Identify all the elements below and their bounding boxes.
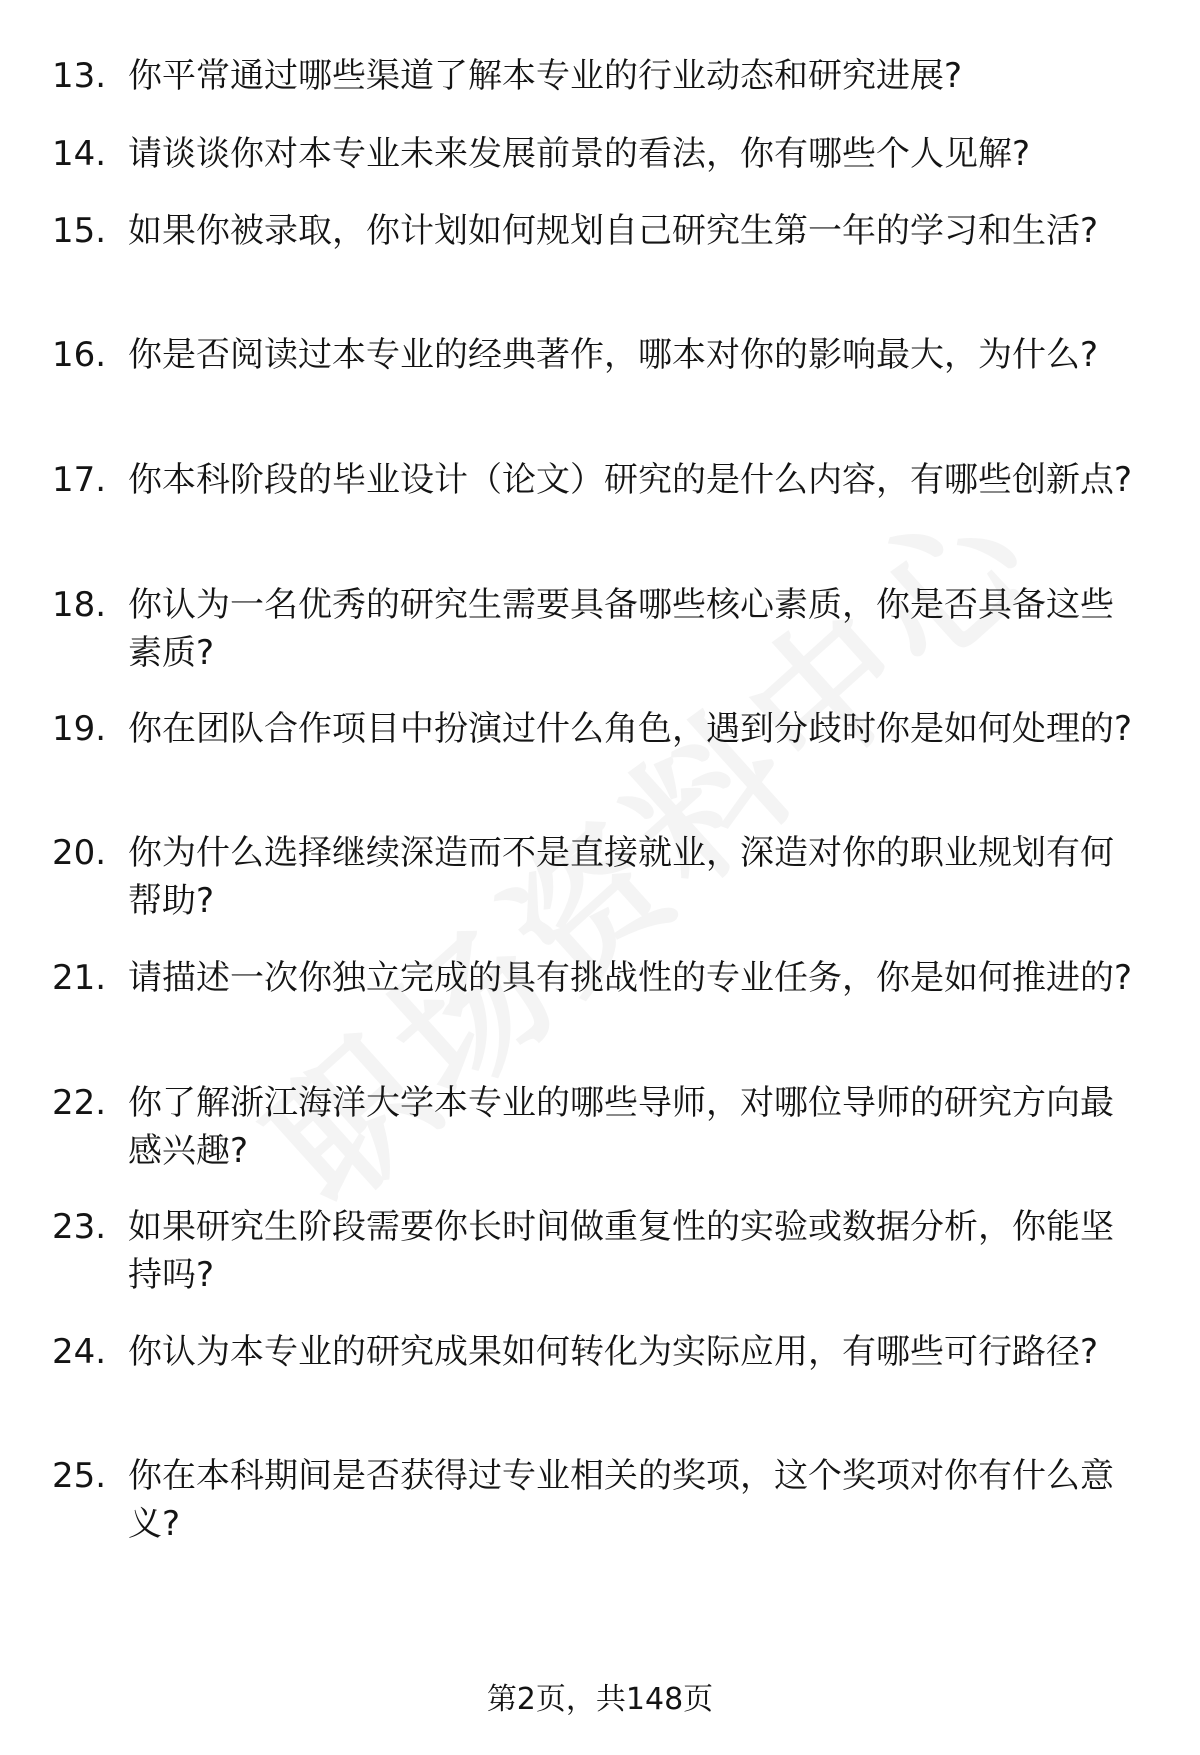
question-text: 请谈谈你对本专业未来发展前景的看法，你有哪些个人见解? (128, 134, 1031, 174)
question-text: 如果研究生阶段需要你长时间做重复性的实验或数据分析，你能坚持吗? (128, 1207, 1114, 1295)
question-number: 17. (52, 460, 107, 500)
question-text: 请描述一次你独立完成的具有挑战性的专业任务，你是如何推进的? (128, 958, 1133, 998)
question-text: 你是否阅读过本专业的经典著作，哪本对你的影响最大，为什么? (128, 335, 1099, 375)
question-number: 19. (52, 709, 107, 749)
question-number: 16. (52, 335, 107, 375)
question-text: 你本科阶段的毕业设计（论文）研究的是什么内容，有哪些创新点? (128, 460, 1133, 500)
question-number: 23. (52, 1207, 107, 1247)
question-number: 13. (52, 56, 107, 96)
question-text: 你在团队合作项目中扮演过什么角色，遇到分歧时你是如何处理的? (128, 709, 1133, 749)
page-indicator: 第2页，共148页 (486, 1682, 714, 1717)
question-text: 你在本科期间是否获得过专业相关的奖项，这个奖项对你有什么意义? (128, 1456, 1114, 1544)
question-number: 20. (52, 833, 107, 873)
question-number: 22. (52, 1083, 107, 1123)
question-number: 25. (52, 1456, 107, 1496)
question-number: 24. (52, 1332, 107, 1372)
question-text: 你认为一名优秀的研究生需要具备哪些核心素质，你是否具备这些素质? (128, 585, 1114, 673)
question-text: 如果你被录取，你计划如何规划自己研究生第一年的学习和生活? (128, 211, 1099, 251)
question-number: 18. (52, 585, 107, 625)
question-number: 21. (52, 958, 107, 998)
question-text: 你了解浙江海洋大学本专业的哪些导师，对哪位导师的研究方向最感兴趣? (128, 1083, 1114, 1171)
question-text: 你平常通过哪些渠道了解本专业的行业动态和研究进展? (128, 56, 963, 96)
question-text: 你认为本专业的研究成果如何转化为实际应用，有哪些可行路径? (128, 1332, 1099, 1372)
question-number: 14. (52, 134, 107, 174)
question-number: 15. (52, 211, 107, 251)
question-text: 你为什么选择继续深造而不是直接就业，深造对你的职业规划有何帮助? (128, 833, 1114, 921)
